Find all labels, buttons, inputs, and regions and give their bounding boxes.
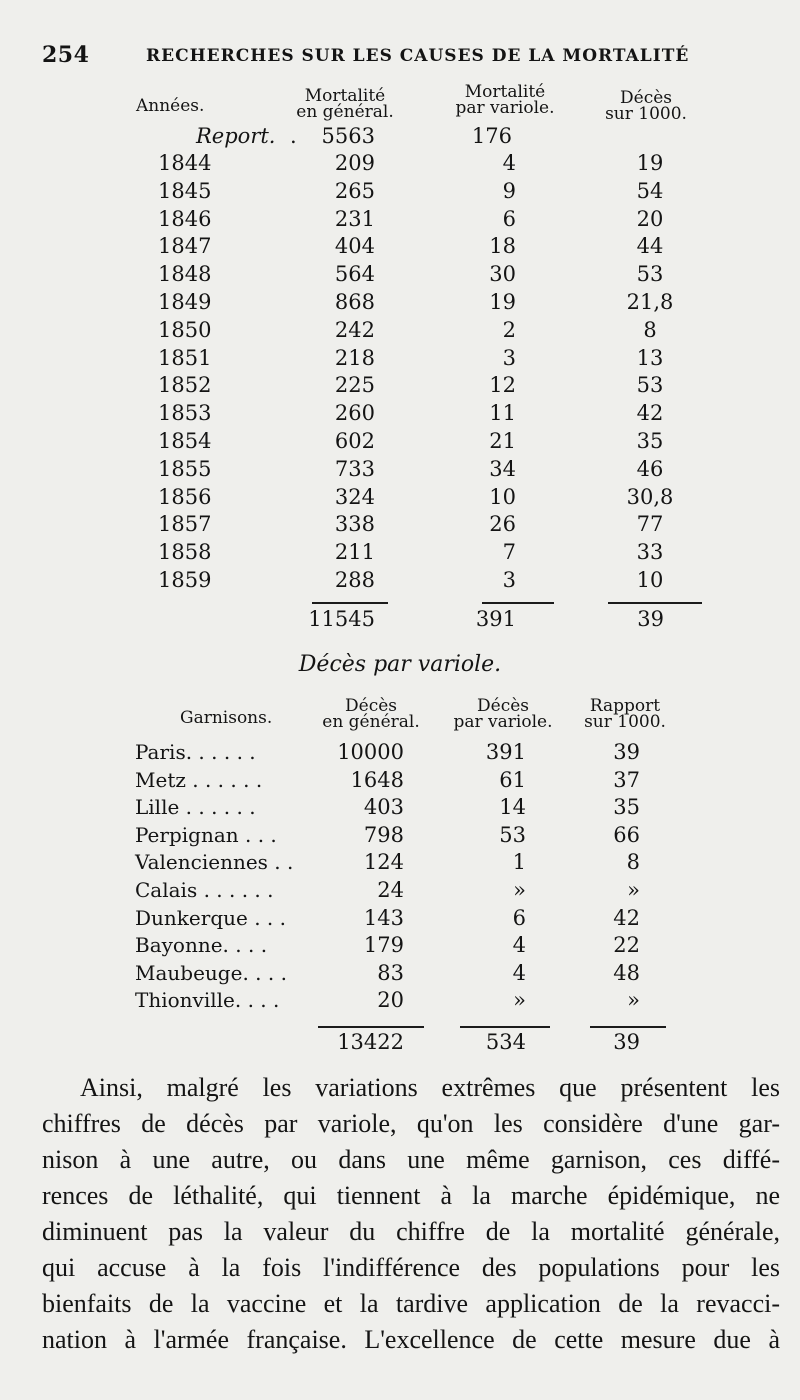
running-title: RECHERCHES SUR LES CAUSES DE LA MORTALITÉ: [146, 46, 690, 66]
garrison-variole: »: [513, 988, 526, 1013]
garrison-general: 1648: [350, 767, 404, 792]
total-rule: [590, 1026, 666, 1028]
table-row-variole: 9: [502, 178, 516, 203]
table-row-rate: 8: [643, 317, 657, 342]
table-row-variole: 21: [489, 429, 516, 453]
col-header-line: Décès: [620, 88, 672, 108]
table-row-rate: 77: [636, 512, 664, 537]
table-row-rate: 13: [636, 345, 664, 370]
table-row-rate: 44: [636, 234, 664, 259]
table-row-general: 733: [334, 456, 375, 481]
table-row-variole: 19: [489, 290, 516, 314]
report-general: 5563: [321, 124, 375, 148]
table-row-year: 1851: [158, 345, 212, 370]
table-row-general: 260: [334, 401, 375, 426]
table-row-year: 1846: [158, 206, 212, 231]
table-row-general: 868: [334, 290, 375, 314]
table-row-year: 1856: [158, 484, 212, 509]
total-rule: [312, 602, 388, 604]
table2-total-variole: 534: [485, 1030, 526, 1054]
paragraph-line: chiffres de décès par variole, qu'on les considère d'une gar-: [42, 1109, 780, 1138]
table1-total-general: 11545: [308, 607, 375, 631]
col-header-rapport: [570, 698, 680, 730]
table2-total-general: 13422: [337, 1030, 404, 1054]
col-header-deces-general: [306, 698, 436, 730]
table-row-general: 564: [334, 262, 375, 287]
table-row-year: 1854: [158, 429, 212, 453]
table-row-year: 1848: [158, 262, 212, 287]
garrison-variole: »: [513, 878, 526, 902]
garrison-general: 24: [377, 878, 404, 902]
table-row-general: 324: [334, 484, 375, 509]
table-row-rate: 10: [636, 568, 664, 592]
table-row-general: 338: [334, 512, 375, 537]
table-row-year: 1853: [158, 401, 212, 426]
col-header-line: par variole.: [453, 712, 553, 732]
table-row-variole: 30: [489, 262, 516, 287]
paragraph-line: qui accuse à la fois l'indifférence des populations pour les: [42, 1253, 780, 1282]
report-variole: 176: [471, 124, 512, 148]
garrison-name: Dunkerque . . .: [135, 905, 286, 930]
table-row-year: 1847: [158, 234, 212, 259]
garrison-rate: 37: [613, 767, 640, 792]
garrison-name: Maubeuge. . . .: [135, 960, 287, 985]
table-row-year: 1850: [158, 317, 212, 342]
table-row-rate: 53: [636, 373, 664, 398]
table-row-year: 1859: [158, 568, 212, 592]
garrison-rate: 42: [613, 905, 640, 930]
table-row-variole: 18: [489, 234, 516, 259]
table1-total-rate: 39: [637, 607, 664, 631]
section-title: Décès par variole.: [298, 652, 502, 677]
garrison-name: Valenciennes . .: [135, 850, 294, 875]
paragraph-line: Ainsi, malgré les variations extrêmes que présentent les: [80, 1073, 780, 1102]
garrison-variole: 61: [499, 767, 526, 792]
table-row-year: 1858: [158, 540, 212, 565]
table-row-year: 1845: [158, 178, 212, 203]
garrison-rate: »: [627, 878, 640, 902]
col-header-line: par variole.: [455, 98, 555, 118]
table-row-general: 209: [334, 151, 375, 175]
table-row-general: 211: [334, 540, 375, 565]
col-header-line: sur 1000.: [605, 104, 687, 124]
col-header-annees: Années.: [136, 96, 205, 116]
table-row-general: 225: [334, 373, 375, 398]
total-rule: [482, 602, 554, 604]
total-rule: [608, 602, 702, 604]
garrison-variole: 53: [499, 822, 526, 847]
table-row-rate: 46: [636, 456, 664, 481]
garrison-general: 143: [363, 905, 404, 930]
paragraph-line: diminuent pas la valeur du chiffre de la mortalité générale,: [42, 1217, 780, 1246]
col-header-garnisons: Garnisons.: [180, 708, 273, 728]
garrison-rate: 39: [613, 740, 640, 764]
garrison-rate: »: [627, 988, 640, 1013]
col-header-line: Décès: [477, 696, 529, 716]
garrison-name: Lille . . . . . .: [135, 795, 256, 820]
garrison-variole: 4: [512, 960, 526, 985]
garrison-variole: 1: [512, 850, 526, 875]
table-row-variole: 4: [502, 151, 516, 175]
table-row-general: 218: [334, 345, 375, 370]
table-row-general: 404: [334, 234, 375, 259]
paragraph-line: nation à l'armée française. L'excellence de cette mesure due à: [42, 1325, 780, 1354]
garrison-rate: 8: [626, 850, 640, 875]
table-row-rate: 35: [636, 429, 664, 453]
table-row-variole: 12: [489, 373, 516, 398]
page-number: 254: [42, 42, 90, 68]
garrison-rate: 22: [613, 933, 640, 958]
table-row-variole: 2: [502, 317, 516, 342]
table-row-general: 288: [334, 568, 375, 592]
table-row-variole: 10: [489, 484, 516, 509]
table-row-variole: 3: [502, 345, 516, 370]
garrison-variole: 391: [485, 740, 526, 764]
garrison-general: 83: [377, 960, 404, 985]
table-row-year: 1844: [158, 151, 212, 175]
garrison-name: Metz . . . . . .: [135, 767, 263, 792]
col-header-deces-variole: [438, 698, 568, 730]
garrison-rate: 48: [613, 960, 640, 985]
table-row-variole: 26: [489, 512, 516, 537]
table2-total-rate: 39: [613, 1030, 640, 1054]
garrison-general: 403: [363, 795, 404, 820]
garrison-name: Paris. . . . . .: [135, 740, 256, 764]
table-row-year: 1857: [158, 512, 212, 537]
col-header-line: en général.: [322, 712, 420, 732]
table-row-year: 1849: [158, 290, 212, 314]
table-row-variole: 6: [502, 206, 516, 231]
col-header-line: Mortalité: [464, 82, 546, 102]
col-header-mortalite-general: [280, 88, 410, 120]
table-row-variole: 34: [489, 456, 516, 481]
table-row-rate: 21,8: [626, 290, 674, 314]
table-row-variole: 7: [502, 540, 516, 565]
table-row-rate: 19: [636, 151, 664, 175]
garrison-general: 179: [363, 933, 404, 958]
col-header-line: sur 1000.: [584, 712, 666, 732]
total-rule: [318, 1026, 424, 1028]
garrison-general: 20: [377, 988, 404, 1013]
garrison-variole: 4: [512, 933, 526, 958]
table-row-rate: 42: [636, 401, 664, 426]
table-row-year: 1852: [158, 373, 212, 398]
table1-total-variole: 391: [475, 607, 516, 631]
garrison-name: Calais . . . . . .: [135, 878, 274, 902]
garrison-general: 798: [363, 822, 404, 847]
col-header-mortalite-variole: [440, 84, 570, 116]
paragraph-line: nison à une autre, ou dans une même garnison, ces diffé-: [42, 1145, 780, 1174]
table-row-year: 1855: [158, 456, 212, 481]
garrison-general: 124: [363, 850, 404, 875]
table-row-variole: 11: [489, 401, 516, 426]
garrison-variole: 6: [512, 905, 526, 930]
col-header-deces-1000: [586, 90, 706, 122]
col-header-line: Rapport: [589, 696, 661, 716]
table-row-rate: 53: [636, 262, 664, 287]
garrison-variole: 14: [499, 795, 526, 820]
table-row-general: 242: [334, 317, 375, 342]
table-row-rate: 54: [636, 178, 664, 203]
table-row-rate: 33: [636, 540, 664, 565]
col-header-line: Mortalité: [304, 86, 386, 106]
garrison-name: Perpignan . . .: [135, 822, 277, 847]
garrison-name: Thionville. . . .: [135, 988, 280, 1013]
paragraph-line: rences de léthalité, qui tiennent à la marche épidémique, ne: [42, 1181, 780, 1210]
table-row-rate: 20: [636, 206, 664, 231]
table-row-general: 231: [334, 206, 375, 231]
paragraph-line: bienfaits de la vaccine et la tardive application de la revacci-: [42, 1289, 780, 1318]
garrison-general: 10000: [337, 740, 404, 764]
garrison-rate: 66: [613, 822, 640, 847]
report-dot: .: [290, 124, 297, 148]
report-label: Report.: [196, 124, 276, 148]
table-row-general: 602: [334, 429, 375, 453]
table-row-rate: 30,8: [626, 484, 674, 509]
body-paragraph: [42, 1070, 780, 1358]
col-header-line: Décès: [345, 696, 397, 716]
garrison-rate: 35: [613, 795, 640, 820]
garrison-name: Bayonne. . . .: [135, 933, 268, 958]
total-rule: [460, 1026, 550, 1028]
col-header-line: en général.: [296, 102, 394, 122]
table-row-variole: 3: [502, 568, 516, 592]
table-row-general: 265: [334, 178, 375, 203]
